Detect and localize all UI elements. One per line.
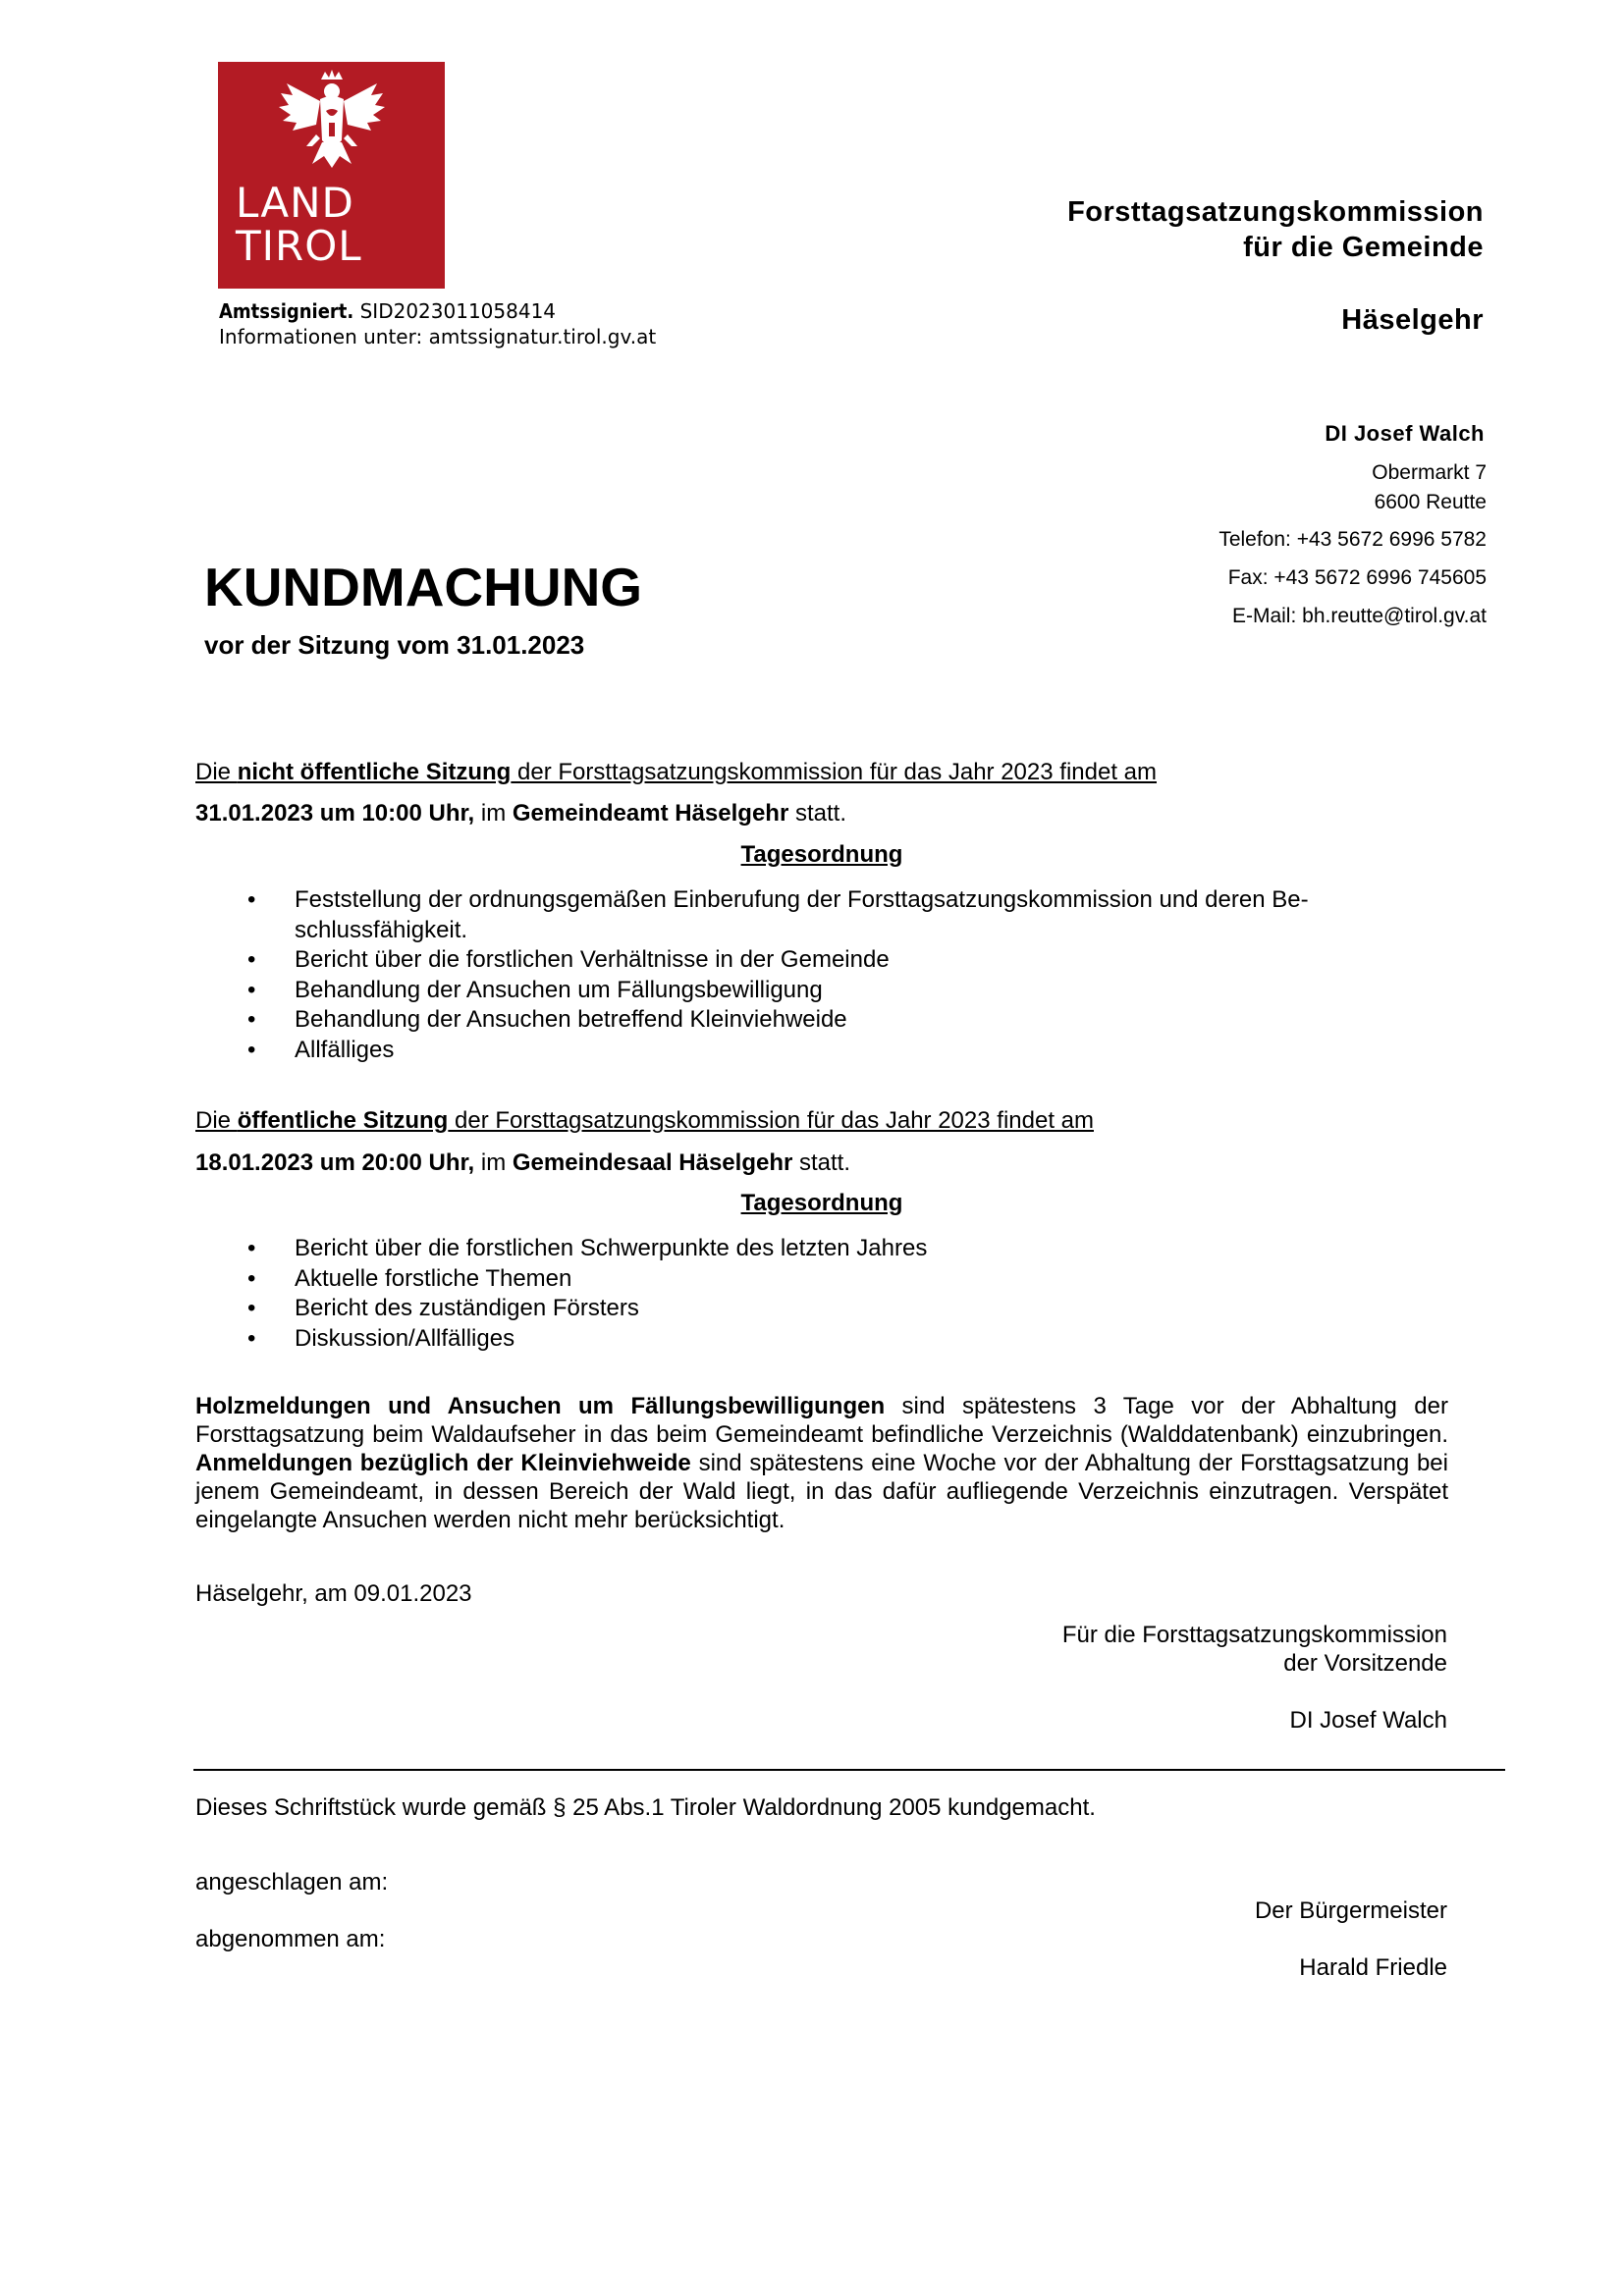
header-phone: Telefon: +43 5672 6996 5782 (1218, 528, 1487, 551)
header-municipality: Häselgehr (1341, 304, 1484, 336)
divider (193, 1769, 1505, 1771)
logo-line-land: LAND (236, 179, 354, 227)
list-item: • Aktuelle forstliche Themen (295, 1264, 1424, 1295)
session2-when: 18.01.2023 um 20:00 Uhr, im Gemeindesaal Häselgehr statt. (195, 1149, 851, 1176)
header-commission: Forsttagsatzungskommission (1067, 196, 1484, 228)
session1-type: nicht öffentliche Sitzung (237, 759, 512, 785)
list-item: • Behandlung der Ansuchen betreffend Kleinviehweide (295, 1005, 1424, 1036)
header-fax: Fax: +43 5672 6996 745605 (1227, 566, 1487, 589)
posted-label: angeschlagen am: (195, 1869, 389, 1896)
list-item: • Bericht über die forstlichen Schwerpunkte des letzten Jahres (295, 1234, 1424, 1264)
session2-agenda (247, 1234, 1424, 1354)
session1-intro: Die nicht öffentliche Sitzung der Forsttagsatzungskommission für das Jahr 2023 findet am (195, 759, 1157, 785)
list-item: • Behandlung der Ansuchen um Fällungsbewilligung (295, 976, 1424, 1006)
logo-line-tirol: TIROL (236, 222, 362, 270)
signoff-name: DI Josef Walch (1289, 1707, 1447, 1734)
header-municipality-label: für die Gemeinde (1243, 232, 1484, 263)
page-subtitle: vor der Sitzung vom 31.01.2023 (204, 630, 585, 660)
list-item: • Diskussion/Allfälliges (295, 1324, 1424, 1355)
session1-when: 31.01.2023 um 10:00 Uhr, im Gemeindeamt Häselgehr statt. (195, 800, 846, 827)
session1-location: Gemeindeamt Häselgehr (512, 800, 789, 827)
header-street: Obermarkt 7 (1372, 461, 1487, 484)
land-tirol-logo (218, 62, 445, 289)
list-item: • Feststellung der ordnungsgemäßen Einberufung der Forsttagsatzungskommission und deren Be-schlussfähigkeit. (295, 885, 1424, 945)
signature-id: SID2023011058414 (359, 299, 557, 323)
session1-agenda (247, 885, 1424, 1065)
mayor-title: Der Bürgermeister (1254, 1897, 1447, 1924)
list-item: • Bericht des zuständigen Försters (295, 1294, 1424, 1324)
signature-info: Informationen unter: amtssignatur.tirol.gv.at (219, 325, 657, 348)
header-email: E-Mail: bh.reutte@tirol.gv.at (1231, 605, 1487, 627)
header-name: DI Josef Walch (1325, 421, 1485, 446)
signature-line (219, 299, 556, 323)
signoff-line1: Für die Forsttagsatzungskommission (1061, 1622, 1447, 1648)
signoff-line2: der Vorsitzende (1283, 1650, 1447, 1677)
place-date: Häselgehr, am 09.01.2023 (195, 1580, 472, 1607)
list-item: • Allfälliges (295, 1036, 1424, 1066)
session2-location: Gemeindesaal Häselgehr (512, 1149, 793, 1176)
list-item: • Bericht über die forstlichen Verhältnisse in der Gemeinde (295, 945, 1424, 976)
legal-note: Dieses Schriftstück wurde gemäß § 25 Abs.1 Tiroler Waldordnung 2005 kundgemacht. (195, 1794, 1096, 1821)
notice-paragraph: Holzmeldungen und Ansuchen um Fällungsbewilligungen sind spätestens 3 Tage vor der Abhaltung der Forsttagsatzung beim Waldaufseher in das beim Gemeindeamt befindliche Verzeichnis (Walddatenbank) einzubringen. Anmeldungen bezüglich der Kleinviehweide sind spätestens eine Woche vor der Abhaltung der Forsttagsatzung bei jenem Gemeindeamt, in dessen Bereich der Wald liegt, in das dafür aufliegende Verzeichnis einzutragen. Verspätet eingelangte Ansuchen werden nicht mehr berücksichtigt. (195, 1393, 1448, 1533)
page-title: KUNDMACHUNG (204, 557, 643, 617)
header-city: 6600 Reutte (1374, 491, 1487, 513)
mayor-name: Harald Friedle (1299, 1954, 1447, 1981)
session2-type: öffentliche Sitzung (237, 1107, 449, 1134)
session2-agenda-title: Tagesordnung (740, 1190, 903, 1216)
tyrol-eagle-icon (218, 62, 445, 180)
signature-label: Amtssigniert. (219, 299, 354, 323)
removed-label: abgenommen am: (195, 1926, 386, 1952)
session2-intro: Die öffentliche Sitzung der Forsttagsatzungskommission für das Jahr 2023 findet am (195, 1107, 1094, 1134)
session1-agenda-title: Tagesordnung (740, 841, 903, 868)
